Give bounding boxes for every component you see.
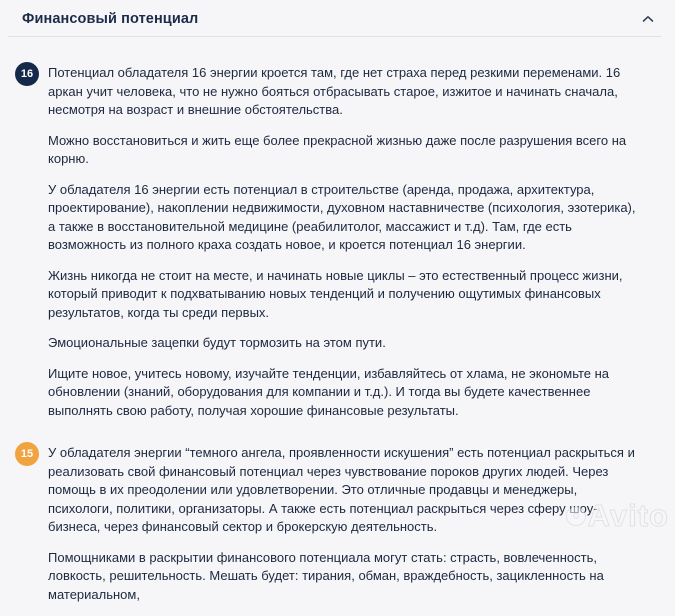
paragraph: Можно восстановиться и жить еще более прекрасной жизнью даже после разрушения всего на корню. [48, 132, 627, 166]
paragraph: Эмоциональные зацепки будут тормозить на этом пути. [48, 335, 386, 350]
accordion-content [0, 37, 675, 616]
paragraph: Жизнь никогда не стоит на месте, и начинать новые циклы – это естественный процесс жизни, который приводит к подхватыванию новых тенденций и получению ощутимых финансовых результатов, когда ты среди первых. [48, 267, 623, 320]
section-15-text [48, 444, 640, 616]
energy-15-badge: 15 [15, 442, 39, 466]
section-energy-15 [15, 444, 675, 616]
paragraph: У обладателя энергии “темного ангела, проявленности искушения” есть потенциал раскрыться и реализовать свой финансовый потенциал через чувствование пороков других людей. Через помощь в их преодолении или удовлетворении. Это отличные продавцы и менеджеры, психологи, политики, организаторы. А также есть потенциал раскрыться через сферу шоу-бизнеса, через финансовый сектор и брокерскую деятельность. [48, 445, 635, 534]
paragraph: У обладателя 16 энергии есть потенциал в строительстве (аренда, продажа, архитектура, проектирование), накоплении недвижимости, духовном наставничестве (психология, эзотерика), а также в восстановительной медицине (реабилитолог, массажист и т.д). Там, где есть возможность из полного краха создать новое, и кроется потенциал 16 энергии. [48, 181, 636, 252]
chevron-up-icon[interactable] [641, 12, 655, 26]
page-title: Финансовый потенциал [22, 11, 199, 27]
section-energy-16 [15, 64, 675, 432]
section-header-financial-potential[interactable] [0, 0, 675, 36]
section-16-text [48, 64, 640, 432]
energy-16-badge: 16 [15, 62, 39, 86]
paragraph: Помощниками в раскрытии финансового потенциала могут стать: страсть, вовлеченность, ловкость, решительность. Мешать будет: тирания, обман, враждебность, зацикленность на материальном, [48, 549, 604, 602]
paragraph: Ищите новое, учитесь новому, изучайте тенденции, избавляйтесь от хлама, не экономьте на обновлении (знаний, оборудования для компании и т.д.). И тогда вы будете качественнее выполнять свою работу, получая хорошие финансовые результаты. [48, 365, 610, 418]
paragraph: Потенциал обладателя 16 энергии кроется там, где нет страха перед резкими переменами. 16 аркан учит человека, что не нужно бояться отбрасывать старое, изжитое и начинать сначала, несмотря на возраст и внешние обстоятельства. [48, 65, 621, 117]
avito-watermark-label: Avito [587, 498, 669, 533]
